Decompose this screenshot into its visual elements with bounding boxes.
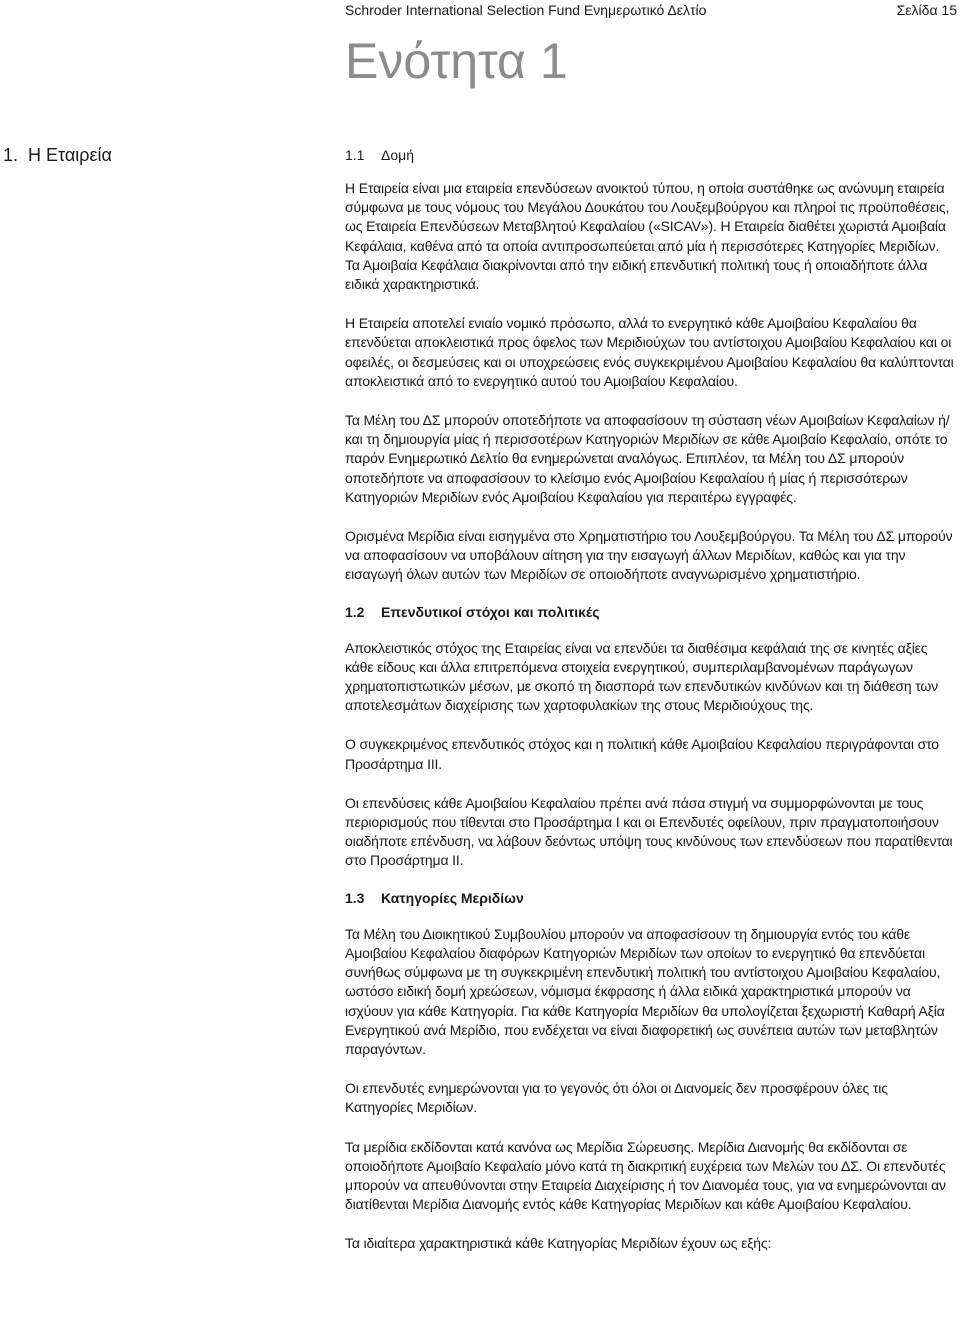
paragraph: Οι επενδυτές ενημερώνονται για το γεγονός ότι όλοι οι Διανομείς δεν προσφέρουν όλες τις Κατηγορίες Μεριδίων.: [345, 1080, 888, 1116]
page-number: Σελίδα 15: [896, 2, 957, 18]
paragraph: Ορισμένα Μερίδια είναι εισηγμένα στο Χρηματιστήριο του Λουξεμβούργου. Τα Μέλη του ΔΣ μπορούν να αποφασίσουν να υποβάλουν αίτηση για την εισαγωγή άλλων Μεριδίων, καθώς και για την εισαγωγή όλων αυτών των Μεριδίων σε οποιοδήποτε αναγνωρισμένο χρηματιστήριο.: [345, 528, 953, 583]
subsection-title: Κατηγορίες Μεριδίων: [381, 889, 524, 906]
subsection-title: Δομή: [381, 147, 414, 163]
subsection-heading-1-1: [345, 145, 955, 165]
subsection-title: Επενδυτικοί στόχοι και πολιτικές: [381, 603, 600, 620]
chapter-title: Η Εταιρεία: [28, 145, 112, 165]
chapter-number: 1.: [3, 145, 19, 165]
subsection-number: 1.1: [345, 147, 365, 163]
subsection-number: 1.3: [345, 889, 365, 906]
paragraph: Οι επενδύσεις κάθε Αμοιβαίου Κεφαλαίου πρέπει ανά πάσα στιγμή να συμμορφώνονται με τους περιορισμούς που τίθενται στο Προσάρτημα I και οι Επενδυτές οφείλουν, πριν πραγματοποιήσουν οιαδήποτε επένδυση, να λάβουν δεόντως υπόψη τους κινδύνους των επενδύσεων που παρατίθενται στο Προσάρτημα II.: [345, 794, 953, 869]
document-title: Schroder International Selection Fund Ενημερωτικό Δελτίο: [345, 2, 707, 18]
subsection-number: 1.2: [345, 603, 365, 620]
paragraph: Τα Μέλη του Διοικητικού Συμβουλίου μπορούν να αποφασίσουν τη δημιουργία εντός του κάθε Αμοιβαίου Κεφαλαίου διαφόρων Κατηγοριών Μεριδίων των οποίων το ενεργητικό θα επενδύεται συνήθως σύμφωνα με τη συγκεκριμένη επενδυτική πολιτική του αντίστοιχου Αμοιβαίου Κεφαλαίου, ωστόσο ειδική δομή χρεώσεων, νόμισμα έκφρασης ή άλλα ειδικά χαρακτηριστικά μπορούν να ισχύουν για κάθε Κατηγορία. Για κάθε Κατηγορία Μεριδίων θα υπολογίζεται ξεχωριστή Καθαρή Αξία Ενεργητικού ανά Μερίδιο, που ενδέχεται να είναι διαφορετική ως συνέπεια αυτών των μεταβλητών παραγόντων.: [345, 925, 945, 1057]
page-header: [345, 0, 960, 22]
paragraph: Η Εταιρεία αποτελεί ενιαίο νομικό πρόσωπο, αλλά το ενεργητικό κάθε Αμοιβαίου Κεφαλαίου θα επενδύεται αποκλειστικά προς όφελος των Μεριδιούχων του αντίστοιχου Αμοιβαίου Κεφαλαίου και οι οφειλές, οι δεσμεύσεις και οι υποχρεώσεις ενός συγκεκριμένου Αμοιβαίου Κεφαλαίου θα καλύπτονται αποκλειστικά από το ενεργητικό αυτού του Αμοιβαίου Κεφαλαίου.: [345, 315, 954, 389]
subsection-heading-1-2: [345, 602, 955, 622]
paragraph: Αποκλειστικός στόχος της Εταιρείας είναι να επενδύει τα διαθέσιμα κεφάλαιά της σε κινητές αξίες κάθε είδους και άλλα επιτρεπόμενα στοιχεία ενεργητικού, συμπεριλαμβανομένων παράγωγων χρηματοπιστωτικών μέσων, με σκοπό τη διασπορά των επενδυτικών κινδύνων και τη διάθεση των αποτελεσμάτων διαχείρισης των χαρτοφυλακίων της στους Μεριδιούχους της.: [345, 639, 939, 714]
paragraph: Τα μερίδια εκδίδονται κατά κανόνα ως Μερίδια Σώρευσης. Μερίδια Διανομής θα εκδίδονται σε οποιοδήποτε Αμοιβαίο Κεφαλαίο μόνο κατά τη διακριτική ευχέρεια των Μελών του ΔΣ. Οι επενδυτές μπορούν να απευθύνονται στην Εταιρεία Διαχείρισης ή τον Διανομέα τους, για να ενημερώνονται αν διατίθενται Μερίδια Διανομής εντός κάθε Κατηγορίας Μεριδίων και κάθε Αμοιβαίου Κεφαλαίου.: [345, 1138, 946, 1213]
paragraph: Τα Μέλη του ΔΣ μπορούν οποτεδήποτε να αποφασίσουν τη σύσταση νέων Αμοιβαίων Κεφαλαίων ή/και τη δημιουργία μίας ή περισσοτέρων Κατηγοριών Μεριδίων σε κάθε Αμοιβαίο Κεφαλαίο, οπότε το παρόν Ενημερωτικό Δελτίο θα ενημερώνεται αναλόγως. Επιπλέον, τα Μέλη του ΔΣ μπορούν οποτεδήποτε να αποφασίσουν το κλείσιμο ενός Αμοιβαίου Κεφαλαίου ή μίας ή περισσότερων Κατηγοριών Μεριδίων ενός Αμοιβαίου Κεφαλαίου για περαιτέρω εγγραφές.: [345, 412, 950, 505]
section-title: Ενότητα 1: [345, 33, 568, 89]
subsection-heading-1-3: [345, 888, 955, 908]
paragraph: Η Εταιρεία είναι μια εταιρεία επενδύσεων ανοικτού τύπου, η οποία συστάθηκε ως ανώνυμη εταιρεία σύμφωνα με τους νόμους του Μεγάλου Δουκάτου του Λουξεμβούργου και πληροί τις προϋποθέσεις, ως Εταιρεία Επενδύσεων Μεταβλητού Κεφαλαίου («SICAV»). Η Εταιρεία διαθέτει χωριστά Αμοιβαία Κεφάλαια, καθένα από τα οποία αντιπροσωπεύεται από μία ή περισσότερες Κατηγορίες Μεριδίων. Τα Αμοιβαία Κεφάλαια διακρίνονται από την ειδική επενδυτική πολιτική τους ή οποιαδήποτε άλλα ειδικά χαρακτηριστικά.: [345, 180, 950, 293]
chapter-heading: [3, 143, 112, 167]
paragraph: Τα ιδιαίτερα χαρακτηριστικά κάθε Κατηγορίας Μεριδίων έχουν ως εξής:: [345, 1235, 772, 1252]
document-body: [345, 145, 955, 1254]
paragraph: Ο συγκεκριμένος επενδυτικός στόχος και η πολιτική κάθε Αμοιβαίου Κεφαλαίου περιγράφονται στο Προσάρτημα III.: [345, 736, 939, 772]
